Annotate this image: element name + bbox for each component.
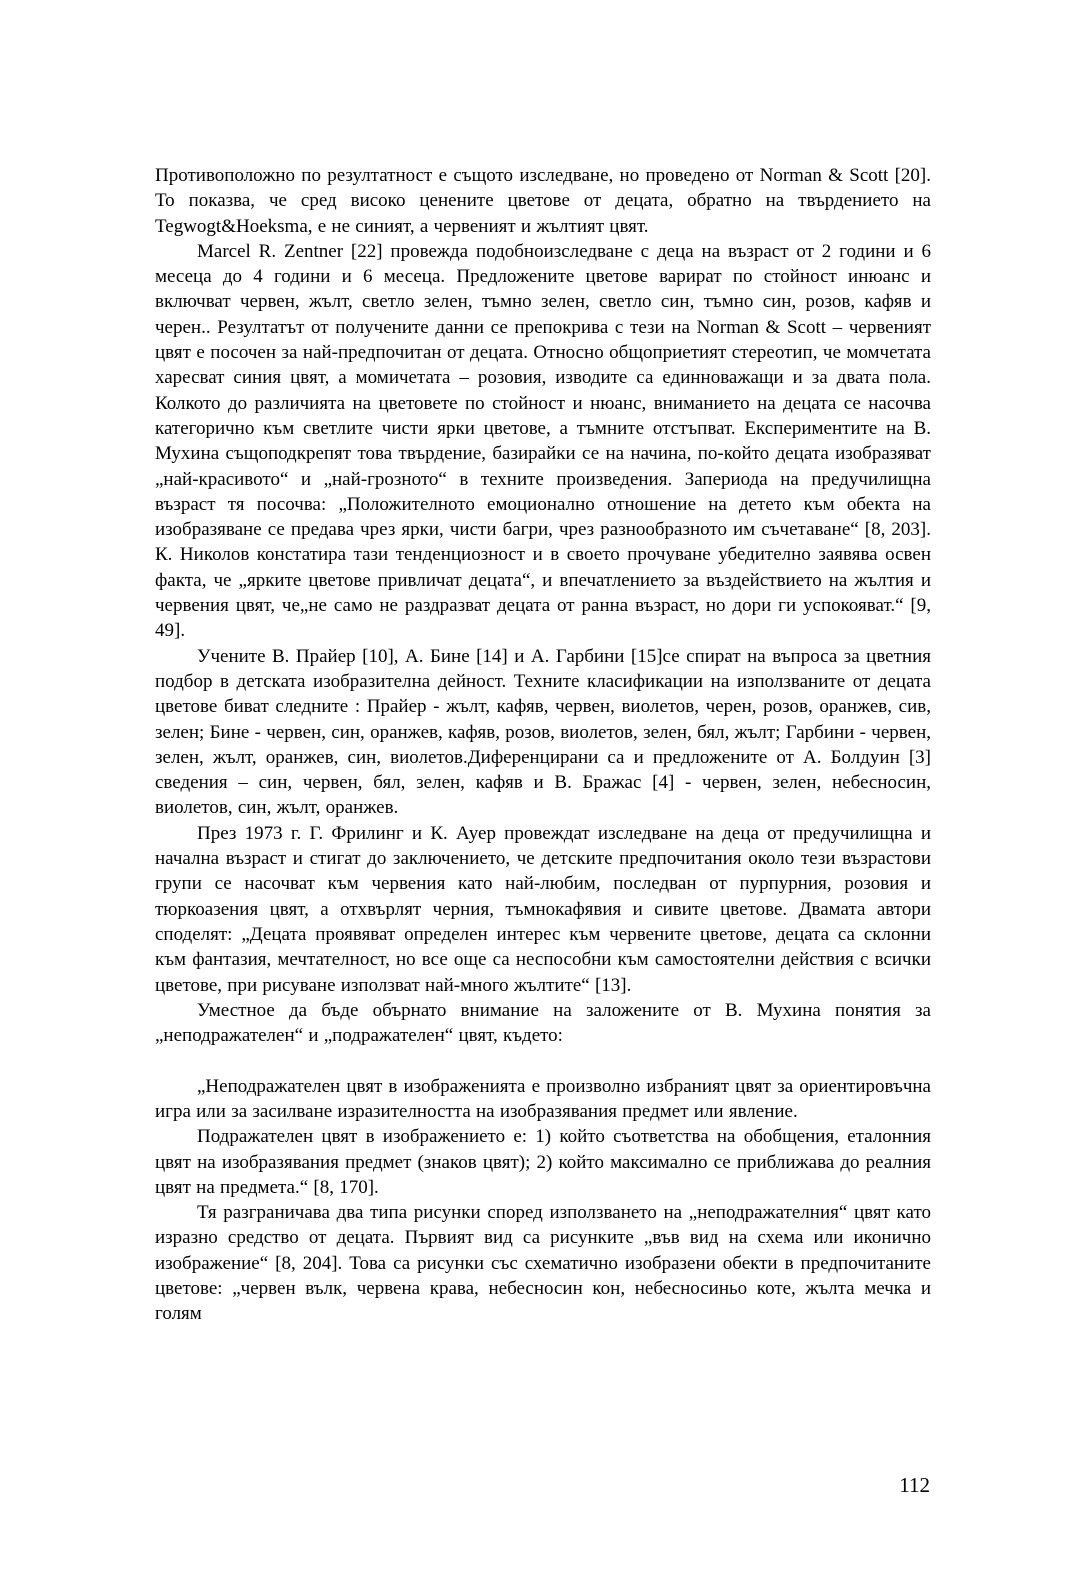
paragraph-3: Учените В. Прайер [10], А. Бине [14] и А. Гарбини [15]се спират на въпроса за цветния подбор в детската изобразителна дейност. Техните класификации на използваните от децата цветове биват следните : Прайер - жълт, кафяв, червен, виолетов, черен, розов, оранжев, сив, зелен; Бине - червен, син, оранжев, кафяв, розов, виолетов, зелен, бял, жълт; Гарбини - червен, зелен, жълт, оранжев, син, виолетов.Диференцирани са и предложените от А. Болдуин [3] сведения – син, червен, бял, зелен, кафяв и В. Бражас [4] - червен, зелен, небесносин, виолетов, син, жълт, оранжев. — [155, 645, 931, 819]
paragraph-7-quote-podrazhatelen: Подражателен цвят в изображението е: 1) който съответства на обобщения, еталонния цвят на изобразявания предмет (знаков цвят); 2) който максимално се приближава до реалния цвят на предмета.“ [8, 170]. — [155, 1126, 931, 1198]
paragraph-2: Marcel R. Zentner [22] провежда подобноизследване с деца на възраст от 2 години и 6 месеца до 4 години и 6 месеца. Предложените цветове варират по стойност инюанс и включват червен, жълт, светло зелен, тъмно зелен, светло син, тъмно син, розов, кафяв и черен.. Резултатът от получените данни се препокрива с тези на Norman & Scott – червеният цвят е посочен за най-предпочитан от децата. Относно общоприетият стереотип, че момчетата харесват синия цвят, а момичетата – розовия, изводите са единноважащи и за двата пола. Колкото до различията на цветовете по стойност и нюанс, вниманието на децата се насочва категорично към светлите чисти ярки цветове, а тъмните отстъпват. Експериментите на В. Мухина същоподкрепят това твърдение, базирайки се на начина, по-който децата изобразяват „най-красивото“ и „най-грозното“ в техните произведения. Запериода на предучилищна възраст тя посочва: „Положителното емоционално отношение на детето към обекта на изобразяване се предава чрез ярки, чисти багри, чрез разнообразното им съчетаване“ [8, 203]. К. Николов констатира тази тенденциозност и в своето прочуване убедително заявява освен факта, че „ярките цветове привличат децата“, и впечатлението за въздействието на жълтия и червения цвят, че„не само не раздразват децата от ранна възраст, но дори ги успокояват.“ [9, 49]. — [155, 240, 931, 642]
paragraph-5: Уместное да бъде обърнато внимание на заложените от В. Мухина понятия за „неподражателен“ и „подражателен“ цвят, където: — [155, 999, 931, 1047]
paragraph-8: Тя разграничава два типа рисунки според използването на „неподражателния“ цвят като изразно средство от децата. Първият вид са рисунките „във вид на схема или иконично изображение“ [8, 204]. Това са рисунки със схематично изобразени обекти в предпочитаните цветове: „червен вълк, червена крава, небесносин кон, небесносиньо коте, жълта мечка и голям — [155, 1202, 931, 1325]
paragraph-4: През 1973 г. Г. Фрилинг и К. Ауер провеждат изследване на деца от предучилищна и начална възраст и стигат до заключението, че детските предпочитания около тези възрастови групи се насочват към червения като най-любим, последван от пурпурния, розовия и тюркоазения цвят, а отхвърлят черния, тъмнокафявия и сивите цветове. Двамата автори споделят: „Децата проявяват определен интерес към червените цветове, децата са склонни към фантазия, мечтателност, но все още са неспособни към самостоятелни действия с всички цветове, при рисуване използват най-много жълтите“ [13]. — [155, 822, 931, 996]
paragraph-1: Противоположно по резултатност е същото изследване, но проведено от Norman & Scott [20]. То показва, че сред високо ценените цветове от децата, обратно на твърдението на Tegwogt&Hoeksma, е не синият, а червеният и жълтият цвят. — [155, 165, 931, 237]
paragraph-6-quote-nepodrazhatelen: „Неподражателен цвят в изображенията е произволно избраният цвят за ориентировъчна игра или за засилване изразителността на изобразявания предмет или явление. — [155, 1075, 931, 1122]
text-content — [155, 163, 931, 1327]
page-number: 112 — [899, 1473, 930, 1497]
